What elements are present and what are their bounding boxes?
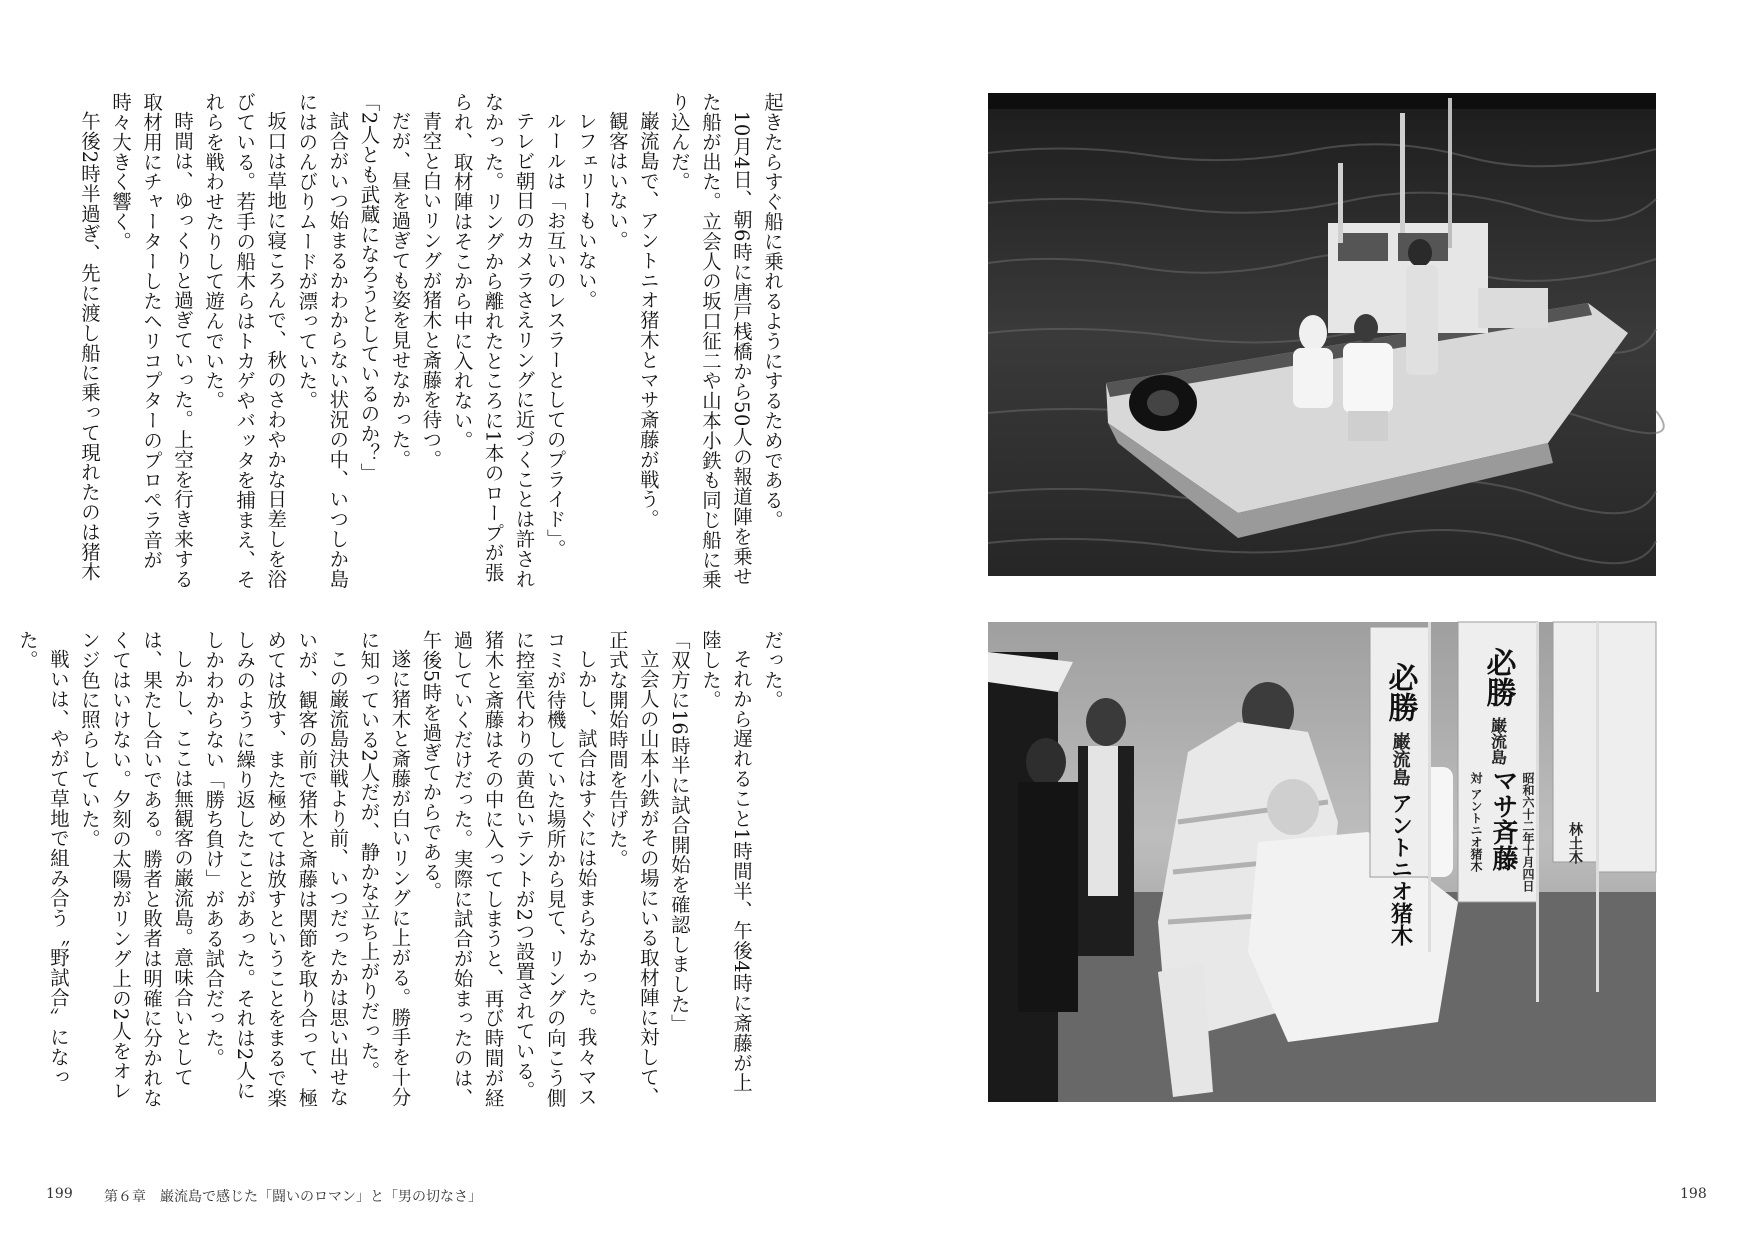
ceremony-photo <box>988 622 1656 1102</box>
paragraph: 10月4日、朝6時に唐戸桟橋から50人の報道陣を乗せた船が出た。立会人の坂口征二や山本小鉄も同じ船に乗り込んだ。 <box>667 92 753 590</box>
banner-text: 林土木 <box>1567 822 1583 864</box>
boat-photo-icon <box>988 93 1656 576</box>
banner-text: 必勝 <box>1480 647 1516 707</box>
paragraph: だが、昼を過ぎても姿を見せなかった。 <box>388 111 412 470</box>
paragraph: それから遅れること1時間半、午後4時に斎藤が上陸した。 <box>698 630 753 1093</box>
banner-text: 対 アントニオ猪木 <box>1469 772 1483 873</box>
paragraph: 起きたらすぐ船に乗れるようにするためである。 <box>761 92 784 530</box>
ceremony-photo-icon <box>988 622 1656 1102</box>
paragraph: テレビ朝日のカメラさえリングに近づくことは許されなかった。リングから離れたところに1本のロープが張られ、取材陣はそこから中に入れない。 <box>450 92 536 589</box>
running-head: 第６章 巌流島で感じた「闘いのロマン」と「男の切なさ」 <box>104 1189 482 1205</box>
page-number-right: 198 <box>1680 1186 1707 1202</box>
paragraph: 青空と白いリングが猪木と斎藤を待つ。 <box>419 111 443 470</box>
paragraph: 立会人の山本小鉄がその場にいる取材陣に対して、正式な開始時間を告げた。 <box>605 630 660 1108</box>
paragraph: 時間は、ゆっくりと過ぎていった。上空を行き来する取材用にチャーターしたヘリコプターのプロペラ音が時々大きく響く。 <box>109 92 195 589</box>
paragraph: 試合がいつ始まるかわからない状況の中、いつしか島にはのんびりムードが漂っていた。 <box>295 92 350 589</box>
banner-text: 昭和六十二年十月四日 <box>1521 772 1535 892</box>
banner-text: アントニオ猪木 <box>1387 792 1413 946</box>
paragraph: 観客はいない。 <box>605 111 629 251</box>
paragraph: ルールは「お互いのレスラーとしてのプライド」。 <box>543 111 567 560</box>
paragraph: 「双方に16時半に試合開始を確認しました」 <box>667 630 691 1034</box>
text-block-top <box>77 92 788 592</box>
paragraph: だった。 <box>761 630 784 710</box>
page-number-left: 199 <box>46 1186 73 1202</box>
paragraph: 「2人とも武蔵になろうとしているのか？」 <box>357 92 381 483</box>
paragraph: 午後2時半過ぎ、先に渡し船に乗って現れたのは猪木 <box>77 111 101 582</box>
boat-photo <box>988 93 1656 576</box>
banner-text: 巌流島 <box>1488 717 1508 765</box>
paragraph: しかし、試合はすぐには始まらなかった。我々マスコミが待機していた場所から見て、リングの向こう側に控室代わりの黄色いテントが2つ設置されている。猪木と斎藤はその中に入ってしまうと、再び時間が経過していくだけだった。実際に試合が始まったのは、午後5時を過ぎてからである。 <box>419 630 598 1108</box>
paragraph: しかし、ここは無観客の巌流島。意味合いとしては、果たし合いである。勝者と敗者は明確に分かれなくてはいけない。夕刻の太陽がリング上の2人をオレンジ色に照らしていた。 <box>77 630 195 1108</box>
paragraph: 戦いは、やがて草地で組み合う〝野試合〟になった。 <box>15 630 70 1088</box>
paragraph: 坂口は草地に寝ころんで、秋のさわやかな日差しを浴びている。若手の船木らはトカゲやバッタを捕まえ、それらを戦わせたりして遊んでいた。 <box>202 92 288 590</box>
banner-text: マサ斉藤 <box>1488 767 1518 871</box>
paragraph: 巌流島で、アントニオ猪木とマサ斎藤が戦う。 <box>636 111 660 530</box>
banner-text: 必勝 <box>1382 662 1418 722</box>
banner-text: 巌流島 <box>1389 732 1411 786</box>
paragraph: レフェリーもいない。 <box>574 111 598 311</box>
paragraph: この巌流島決戦より前、いつだったかは思い出せないが、観客の前で猪木と斎藤は関節を取り合って、極めては放す、また極めては放すということをまるで楽しみのように繰り返したことがあった。それは2人にしかわからない「勝ち負け」がある試合だった。 <box>202 630 350 1108</box>
text-block-bottom <box>15 630 788 1110</box>
paragraph: 遂に猪木と斎藤が白いリングに上がる。勝手を十分に知っている2人だが、静かな立ち上がりだった。 <box>357 630 412 1108</box>
